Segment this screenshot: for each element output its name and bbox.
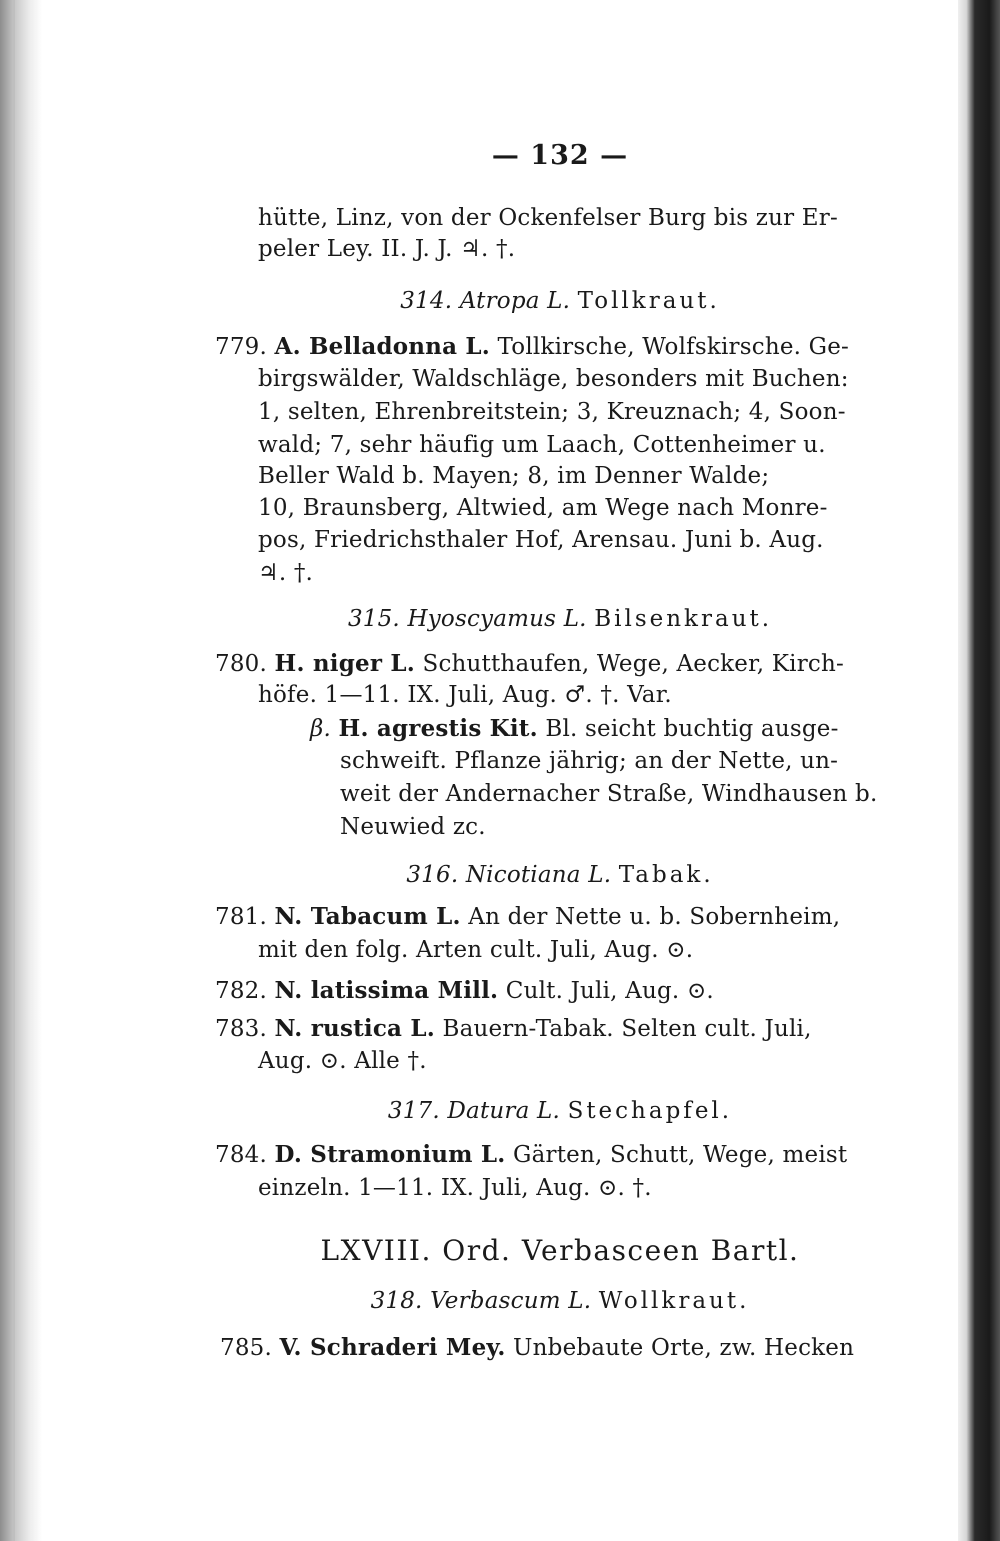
text-line: Neuwied zc. xyxy=(340,814,486,840)
genus-name: Atropa L. xyxy=(459,288,571,314)
genus-common-name: Tabak. xyxy=(618,862,714,888)
species-entry-783 xyxy=(215,1015,812,1042)
variety-entry-beta xyxy=(310,715,839,742)
text-line: höfe. 1—11. IX. Juli, Aug. ♂. †. Var. xyxy=(258,682,672,708)
species-description: Unbebaute Orte, zw. Hecken xyxy=(513,1335,855,1361)
text-line: birgswälder, Waldschläge, besonders mit Buchen: xyxy=(258,366,849,392)
text-line: wald; 7, sehr häufig um Laach, Cottenheimer u. xyxy=(258,432,826,458)
text-line: Beller Wald b. Mayen; 8, im Denner Walde; xyxy=(258,463,770,489)
genus-heading-318 xyxy=(210,1288,910,1314)
text-line: schweift. Pflanze jährig; an der Nette, un- xyxy=(340,748,839,774)
species-name: N. rustica L. xyxy=(274,1015,435,1042)
species-name: N. Tabacum L. xyxy=(274,903,461,930)
species-description: Schutthaufen, Wege, Aecker, Kirch- xyxy=(422,651,845,677)
genus-number: 315. xyxy=(347,606,400,632)
genus-name: Hyoscyamus L. xyxy=(407,606,587,632)
species-entry-784 xyxy=(215,1141,847,1168)
variety-name: H. agrestis Kit. xyxy=(338,715,538,742)
text-line: hütte, Linz, von der Ockenfelser Burg bis zur Er- xyxy=(258,205,838,231)
text-line: 1, selten, Ehrenbreitstein; 3, Kreuznach; 4, Soon- xyxy=(258,399,846,425)
species-number: 780. xyxy=(215,651,268,677)
page-number: — 132 — xyxy=(491,140,629,171)
species-description: An der Nette u. b. Sobernheim, xyxy=(468,904,841,930)
species-entry-781 xyxy=(215,903,840,930)
species-name: D. Stramonium L. xyxy=(274,1141,506,1168)
genus-common-name: Bilsenkraut. xyxy=(594,606,773,632)
text-line: peler Ley. II. J. J. ♃. †. xyxy=(258,236,516,262)
text-line: einzeln. 1—11. IX. Juli, Aug. ⊙. †. xyxy=(258,1175,652,1201)
genus-heading-316 xyxy=(210,862,910,888)
genus-number: 317. xyxy=(387,1098,440,1124)
species-number: 781. xyxy=(215,904,268,930)
species-number: 784. xyxy=(215,1142,268,1168)
order-chapter-heading: LXVIII. Ord. Verbasceen Bartl. xyxy=(320,1234,800,1267)
genus-name: Datura L. xyxy=(447,1098,561,1124)
variety-marker: β. xyxy=(310,716,332,742)
genus-name: Nicotiana L. xyxy=(465,862,612,888)
species-name: H. niger L. xyxy=(274,650,415,677)
text-line: 10, Braunsberg, Altwied, am Wege nach Monre- xyxy=(258,495,828,521)
book-edge-right xyxy=(958,0,1000,1541)
genus-heading-317 xyxy=(210,1098,910,1124)
text-line: ♃. †. xyxy=(258,560,314,586)
species-description: Cult. Juli, Aug. ⊙. xyxy=(505,978,714,1004)
species-number: 783. xyxy=(215,1016,268,1042)
species-description: Bauern-Tabak. Selten cult. Juli, xyxy=(442,1016,812,1042)
genus-heading-315 xyxy=(210,606,910,632)
book-gutter-left xyxy=(0,0,42,1541)
species-number: 782. xyxy=(215,978,268,1004)
species-description: Tollkirsche, Wolfskirsche. Ge- xyxy=(497,334,850,360)
genus-common-name: Wollkraut. xyxy=(598,1288,750,1314)
species-entry-779 xyxy=(215,333,849,360)
species-name: V. Schraderi Mey. xyxy=(279,1334,506,1361)
text-line: mit den folg. Arten cult. Juli, Aug. ⊙. xyxy=(258,937,694,963)
text-line: Aug. ⊙. Alle †. xyxy=(258,1048,427,1074)
book-page xyxy=(210,0,910,1541)
variety-description: Bl. seicht buchtig ausge- xyxy=(545,716,839,742)
genus-common-name: Stechapfel. xyxy=(567,1098,733,1124)
genus-number: 316. xyxy=(406,862,459,888)
genus-number: 314. xyxy=(400,288,453,314)
genus-number: 318. xyxy=(370,1288,423,1314)
genus-heading-314 xyxy=(210,288,910,314)
species-description: Gärten, Schutt, Wege, meist xyxy=(513,1142,848,1168)
text-line: pos, Friedrichsthaler Hof, Arensau. Juni b. Aug. xyxy=(258,527,824,553)
species-name: N. latissima Mill. xyxy=(274,977,499,1004)
genus-name: Verbascum L. xyxy=(430,1288,592,1314)
species-number: 779. xyxy=(215,334,268,360)
species-number: 785. xyxy=(220,1335,273,1361)
genus-common-name: Tollkraut. xyxy=(577,288,720,314)
species-entry-782 xyxy=(215,977,714,1004)
species-name: A. Belladonna L. xyxy=(274,333,490,360)
text-line: weit der Andernacher Straße, Windhausen b. xyxy=(340,781,878,807)
species-entry-785 xyxy=(220,1334,854,1361)
species-entry-780 xyxy=(215,650,844,677)
